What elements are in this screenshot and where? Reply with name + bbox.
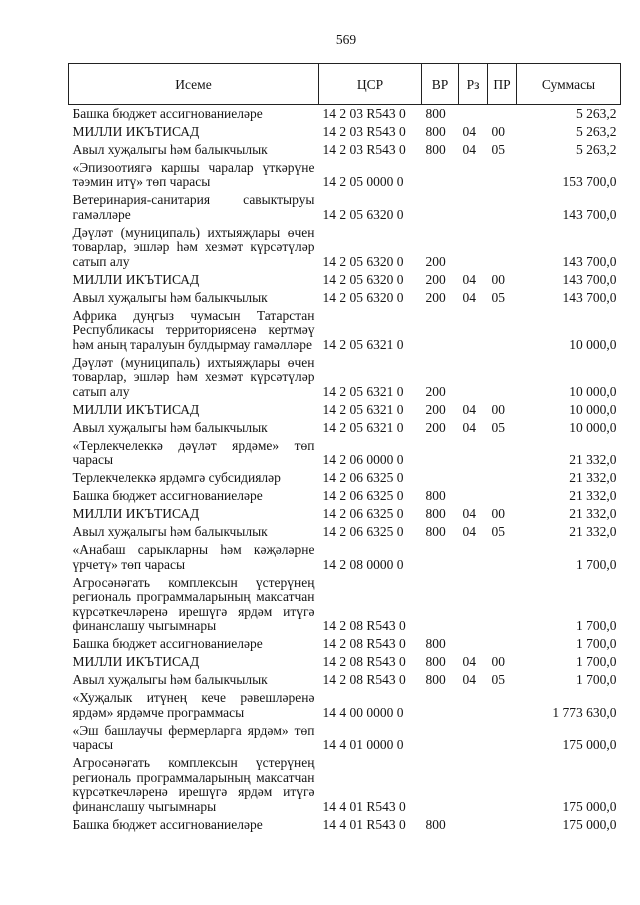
cell-rz bbox=[459, 354, 488, 401]
cell-vr: 800 bbox=[425, 123, 446, 139]
cell-sum: 10 000,0 bbox=[569, 383, 617, 399]
cell-csr: 14 2 05 0000 0 bbox=[322, 174, 404, 189]
cell-sum: 21 332,0 bbox=[569, 506, 617, 521]
cell-name: Авыл хуҗалыгы һәм балыкчылык bbox=[72, 524, 268, 539]
table-row bbox=[69, 419, 621, 437]
cell-rz bbox=[459, 488, 488, 506]
cell-pr: 00 bbox=[491, 271, 505, 287]
cell-rz: 04 bbox=[462, 141, 476, 157]
cell-name: МИЛЛИ ИКЪТИСАД bbox=[72, 506, 200, 521]
cell-sum: 1 700,0 bbox=[576, 672, 617, 687]
table-row bbox=[69, 755, 621, 817]
cell-vr: 200 bbox=[425, 289, 446, 305]
cell-rz bbox=[459, 105, 488, 124]
header-row bbox=[69, 64, 621, 105]
table-row bbox=[69, 105, 621, 124]
cell-sum: 21 332,0 bbox=[569, 524, 617, 539]
table-row bbox=[69, 141, 621, 159]
cell-rz bbox=[459, 722, 488, 755]
cell-csr: 14 2 06 6325 0 bbox=[322, 524, 404, 539]
table-row bbox=[69, 271, 621, 289]
table-row bbox=[69, 636, 621, 654]
cell-sum: 1 700,0 bbox=[576, 556, 617, 572]
table-row bbox=[69, 224, 621, 271]
cell-pr: 00 bbox=[491, 654, 505, 669]
table-row bbox=[69, 289, 621, 307]
cell-sum: 10 000,0 bbox=[569, 336, 617, 352]
cell-vr: 800 bbox=[425, 488, 446, 503]
table-row bbox=[69, 488, 621, 506]
cell-vr: 800 bbox=[425, 816, 446, 832]
cell-csr: 14 4 01 0000 0 bbox=[322, 737, 404, 752]
cell-name: Авыл хуҗалыгы һәм балыкчылык bbox=[72, 419, 268, 435]
cell-csr: 14 2 05 6321 0 bbox=[322, 336, 404, 352]
cell-sum: 21 332,0 bbox=[569, 452, 617, 467]
cell-vr: 200 bbox=[425, 271, 446, 287]
cell-vr bbox=[422, 574, 459, 636]
cell-name: Башка бюджет ассигнованиеләре bbox=[72, 816, 263, 832]
cell-pr: 05 bbox=[491, 289, 505, 305]
cell-pr: 05 bbox=[491, 419, 505, 435]
cell-name: Авыл хуҗалыгы һәм балыкчылык bbox=[72, 672, 268, 687]
cell-name: «Эпизоотиягә каршы чаралар үткәрүне тәэмин итү» төп чарасы bbox=[72, 159, 315, 189]
cell-csr: 14 4 01 R543 0 bbox=[322, 798, 406, 814]
cell-csr: 14 2 03 R543 0 bbox=[322, 123, 406, 139]
cell-name: МИЛЛИ ИКЪТИСАД bbox=[72, 271, 200, 287]
cell-sum: 5 263,2 bbox=[576, 105, 617, 121]
cell-csr: 14 2 06 0000 0 bbox=[322, 452, 404, 467]
cell-csr: 14 2 05 6321 0 bbox=[322, 401, 404, 417]
cell-sum: 21 332,0 bbox=[569, 470, 617, 485]
cell-sum: 143 700,0 bbox=[562, 271, 617, 287]
cell-vr: 800 bbox=[425, 654, 446, 669]
cell-name: «Хуҗалык итүнең кече рәвешләренә ярдәм» ярдәмче программасы bbox=[72, 690, 315, 720]
cell-csr: 14 2 05 6320 0 bbox=[322, 289, 404, 305]
table-row bbox=[69, 470, 621, 488]
cell-pr bbox=[488, 755, 517, 817]
table-row bbox=[69, 354, 621, 401]
cell-vr: 800 bbox=[425, 141, 446, 157]
cell-name: «Анабаш сарыкларны һәм кәҗәләрне үрчетү» төп чарасы bbox=[72, 542, 315, 572]
cell-vr bbox=[422, 470, 459, 488]
cell-pr bbox=[488, 542, 517, 575]
cell-name: Авыл хуҗалыгы һәм балыкчылык bbox=[72, 141, 268, 157]
table-row bbox=[69, 506, 621, 524]
budget-table bbox=[68, 63, 621, 834]
table-row bbox=[69, 672, 621, 690]
cell-pr: 05 bbox=[491, 672, 505, 687]
cell-pr: 00 bbox=[491, 401, 505, 417]
cell-rz: 04 bbox=[462, 419, 476, 435]
table-row bbox=[69, 307, 621, 354]
cell-pr bbox=[488, 192, 517, 225]
page-number: 569 bbox=[335, 32, 357, 47]
cell-pr bbox=[488, 488, 517, 506]
cell-pr: 00 bbox=[491, 123, 505, 139]
table-row bbox=[69, 722, 621, 755]
cell-vr: 200 bbox=[425, 401, 446, 417]
cell-pr: 00 bbox=[491, 506, 505, 521]
cell-pr: 05 bbox=[491, 141, 505, 157]
cell-pr bbox=[488, 690, 517, 723]
cell-csr: 14 2 05 6320 0 bbox=[322, 271, 404, 287]
cell-name: МИЛЛИ ИКЪТИСАД bbox=[72, 123, 200, 139]
cell-csr: 14 4 01 R543 0 bbox=[322, 816, 406, 832]
cell-vr: 800 bbox=[425, 506, 446, 521]
table-row bbox=[69, 192, 621, 225]
cell-pr bbox=[488, 636, 517, 654]
cell-sum: 10 000,0 bbox=[569, 401, 617, 417]
cell-csr: 14 2 08 R543 0 bbox=[322, 618, 406, 633]
cell-pr bbox=[488, 224, 517, 271]
cell-sum: 10 000,0 bbox=[569, 419, 617, 435]
cell-vr: 200 bbox=[425, 383, 446, 399]
cell-rz bbox=[459, 690, 488, 723]
cell-csr: 14 2 08 0000 0 bbox=[322, 556, 404, 572]
header-vr: ВР bbox=[422, 64, 459, 105]
cell-name: Ветеринария-санитария савыктыруы гамәлләре bbox=[72, 192, 315, 222]
cell-rz bbox=[459, 192, 488, 225]
cell-csr: 14 2 05 6320 0 bbox=[322, 253, 404, 269]
table-row bbox=[69, 524, 621, 542]
cell-sum: 143 700,0 bbox=[562, 206, 617, 222]
cell-vr bbox=[422, 542, 459, 575]
cell-pr bbox=[488, 574, 517, 636]
cell-name: МИЛЛИ ИКЪТИСАД bbox=[72, 654, 200, 669]
cell-csr: 14 2 06 6325 0 bbox=[322, 506, 404, 521]
table-row bbox=[69, 123, 621, 141]
cell-csr: 14 2 05 6321 0 bbox=[322, 383, 404, 399]
cell-csr: 14 2 05 6321 0 bbox=[322, 419, 404, 435]
cell-name: «Терлекчелеккә дәүләт ярдәме» төп чарасы bbox=[72, 437, 315, 467]
cell-vr bbox=[422, 159, 459, 192]
table-row bbox=[69, 690, 621, 723]
cell-sum: 1 773 630,0 bbox=[552, 704, 617, 720]
cell-rz: 04 bbox=[462, 524, 476, 539]
table-row bbox=[69, 159, 621, 192]
cell-pr bbox=[488, 816, 517, 834]
cell-name: Агросәнәгать комплексын үстерүнең региональ программаларының максатчан күрсәткечләренә ирешүгә ярдәм итүгә финанслашу чыгымнары bbox=[72, 574, 315, 633]
cell-name: Башка бюджет ассигнованиеләре bbox=[72, 105, 263, 121]
cell-csr: 14 2 08 R543 0 bbox=[322, 636, 406, 651]
table-row bbox=[69, 654, 621, 672]
table-row bbox=[69, 401, 621, 419]
cell-vr bbox=[422, 690, 459, 723]
cell-name: Африка дуңгыз чумасын Татарстан Республикасы территориясенә кертмәү һәм аның таралуын булдырмау гамәлләре bbox=[72, 307, 315, 352]
cell-name: Дәүләт (муниципаль) ихтыяҗлары өчен товарлар, эшләр һәм хезмәт күрсәтүләр сатып алу bbox=[72, 354, 315, 399]
cell-sum: 175 000,0 bbox=[562, 737, 617, 752]
header-rz: Рз bbox=[459, 64, 488, 105]
cell-rz bbox=[459, 542, 488, 575]
cell-sum: 1 700,0 bbox=[576, 618, 617, 633]
cell-rz: 04 bbox=[462, 672, 476, 687]
table-row bbox=[69, 542, 621, 575]
cell-csr: 14 4 00 0000 0 bbox=[322, 704, 404, 720]
table-row bbox=[69, 816, 621, 834]
cell-name: «Эш башлаучы фермерларга ярдәм» төп чарасы bbox=[72, 722, 315, 752]
cell-pr bbox=[488, 105, 517, 124]
cell-csr: 14 2 08 R543 0 bbox=[322, 672, 406, 687]
cell-csr: 14 2 06 6325 0 bbox=[322, 470, 404, 485]
table-row bbox=[69, 437, 621, 470]
cell-vr bbox=[422, 722, 459, 755]
cell-csr: 14 2 06 6325 0 bbox=[322, 488, 404, 503]
table-row bbox=[69, 574, 621, 636]
cell-name: МИЛЛИ ИКЪТИСАД bbox=[72, 401, 200, 417]
cell-name: Дәүләт (муниципаль) ихтыяҗлары өчен товарлар, эшләр һәм хезмәт күрсәтүләр сатып алу bbox=[72, 224, 315, 269]
cell-rz: 04 bbox=[462, 506, 476, 521]
cell-rz: 04 bbox=[462, 123, 476, 139]
cell-sum: 5 263,2 bbox=[576, 123, 617, 139]
cell-name: Авыл хуҗалыгы һәм балыкчылык bbox=[72, 289, 268, 305]
cell-vr: 800 bbox=[425, 105, 446, 121]
cell-csr: 14 2 08 R543 0 bbox=[322, 654, 406, 669]
cell-csr: 14 2 03 R543 0 bbox=[322, 141, 406, 157]
cell-vr bbox=[422, 307, 459, 354]
cell-rz: 04 bbox=[462, 654, 476, 669]
cell-rz bbox=[459, 816, 488, 834]
header-sum: Суммасы bbox=[517, 64, 621, 105]
cell-vr: 800 bbox=[425, 672, 446, 687]
cell-vr bbox=[422, 192, 459, 225]
cell-sum: 175 000,0 bbox=[562, 816, 617, 832]
cell-pr bbox=[488, 159, 517, 192]
cell-name: Башка бюджет ассигнованиеләре bbox=[72, 636, 263, 651]
cell-rz bbox=[459, 224, 488, 271]
cell-sum: 175 000,0 bbox=[562, 798, 617, 814]
cell-rz bbox=[459, 574, 488, 636]
cell-rz bbox=[459, 636, 488, 654]
cell-rz bbox=[459, 307, 488, 354]
cell-vr: 200 bbox=[425, 253, 446, 269]
cell-rz: 04 bbox=[462, 271, 476, 287]
cell-pr bbox=[488, 470, 517, 488]
cell-name: Башка бюджет ассигнованиеләре bbox=[72, 488, 263, 503]
cell-sum: 1 700,0 bbox=[576, 654, 617, 669]
budget-table-body bbox=[69, 105, 621, 835]
cell-vr bbox=[422, 755, 459, 817]
cell-pr bbox=[488, 722, 517, 755]
cell-rz bbox=[459, 755, 488, 817]
cell-sum: 5 263,2 bbox=[576, 141, 617, 157]
cell-rz: 04 bbox=[462, 401, 476, 417]
cell-name: Терлекчелеккә ярдәмгә субсидияләр bbox=[72, 470, 281, 485]
cell-pr bbox=[488, 437, 517, 470]
cell-pr bbox=[488, 307, 517, 354]
cell-csr: 14 2 03 R543 0 bbox=[322, 105, 406, 121]
header-pr: ПР bbox=[488, 64, 517, 105]
header-csr: ЦСР bbox=[319, 64, 422, 105]
cell-rz bbox=[459, 470, 488, 488]
cell-pr: 05 bbox=[491, 524, 505, 539]
cell-vr: 200 bbox=[425, 419, 446, 435]
cell-rz bbox=[459, 159, 488, 192]
cell-vr: 800 bbox=[425, 636, 446, 651]
table-header bbox=[69, 64, 621, 105]
cell-csr: 14 2 05 6320 0 bbox=[322, 206, 404, 222]
cell-sum: 21 332,0 bbox=[569, 488, 617, 503]
cell-pr bbox=[488, 354, 517, 401]
header-name: Исеме bbox=[69, 64, 319, 105]
cell-sum: 143 700,0 bbox=[562, 253, 617, 269]
cell-vr bbox=[422, 437, 459, 470]
cell-rz: 04 bbox=[462, 289, 476, 305]
cell-sum: 153 700,0 bbox=[562, 174, 617, 189]
cell-vr: 800 bbox=[425, 524, 446, 539]
cell-sum: 1 700,0 bbox=[576, 636, 617, 651]
cell-sum: 143 700,0 bbox=[562, 289, 617, 305]
cell-name: Агросәнәгать комплексын үстерүнең региональ программаларының максатчан күрсәткечләренә ирешүгә ярдәм итүгә финанслашу чыгымнары bbox=[72, 755, 315, 814]
cell-rz bbox=[459, 437, 488, 470]
